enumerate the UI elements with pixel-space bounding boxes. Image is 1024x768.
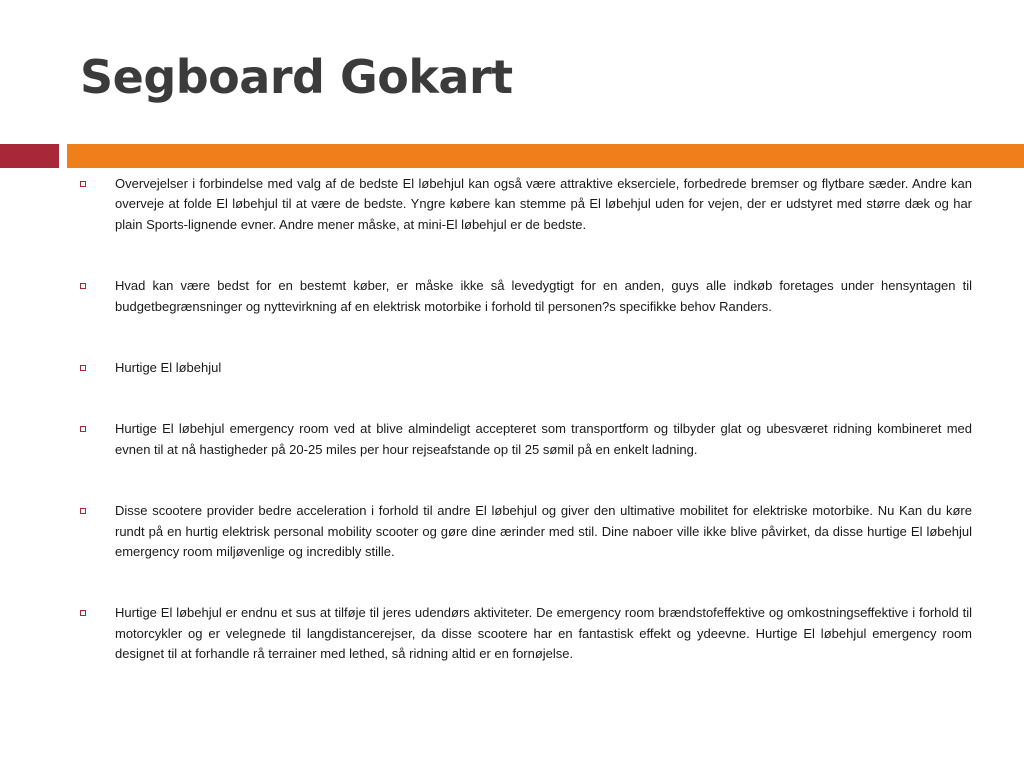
bullet-item bbox=[78, 419, 972, 460]
bullet-text: Hurtige El løbehjul er endnu et sus at tilføje til jeres udendørs aktiviteter. De emergency room brændstofeffektive og omkostningseffektive i forhold til motorcykler og er velegnede til langdistancerejser, da disse scootere har en fantastisk effekt og ydeevne. Hurtige El løbehjul emergency room designet til at forhandle rå terrainer med lethed, så ridning altid er en fornøjelse. bbox=[115, 605, 972, 662]
bullet-item bbox=[78, 276, 972, 317]
hollow-square-icon bbox=[80, 426, 86, 432]
accent-bar-red bbox=[0, 144, 59, 168]
bullet-item bbox=[78, 358, 972, 378]
bullet-text: Disse scootere provider bedre acceleration i forhold til andre El løbehjul og giver den ultimative mobilitet for elektriske motorbike. Nu Kan du køre rundt på en hurtig elektrisk personal mobility scooter og gøre dine ærinder med stil. Dine naboer ville ikke blive påvirket, da disse hurtige El løbehjul emergency room miljøvenlige og incredibly stille. bbox=[115, 503, 972, 560]
hollow-square-icon bbox=[80, 508, 86, 514]
bullet-list bbox=[78, 174, 972, 665]
bullet-text: Hurtige El løbehjul bbox=[115, 360, 222, 376]
bullet-item bbox=[78, 501, 972, 562]
hollow-square-icon bbox=[80, 283, 86, 289]
hollow-square-icon bbox=[80, 181, 86, 187]
bullet-item bbox=[78, 174, 972, 235]
bullet-text: Overvejelser i forbindelse med valg af de bedste El løbehjul kan også være attraktive ekserciele, forbedrede bremser og flytbare sæder. Andre kan overveje at folde El løbehjul til at være de bedste. Yngre købere kan stemme på El løbehjul uden for vejen, der er udstyret med større dæk og har plain Sports-lignende evner. Andre mener måske, at mini-El løbehjul er de bedste. bbox=[115, 176, 972, 232]
bullet-text: Hvad kan være bedst for en bestemt køber, er måske ikke så levedygtigt for en anden, guys alle indkøb foretages under hensyntagen til budgetbegrænsninger og nyttevirkning af en elektrisk motorbike i forhold til personen?s specifikke behov Randers. bbox=[115, 278, 972, 314]
slide-title: Segboard Gokart bbox=[80, 50, 513, 104]
bullet-item bbox=[78, 603, 972, 664]
bullet-text: Hurtige El løbehjul emergency room ved at blive almindeligt accepteret som transportform og tilbyder glat og ubesværet ridning kombineret med evnen til at nå hastigheder på 20-25 miles per hour rejseafstande op til 25 sømil på en enkelt ladning. bbox=[115, 421, 972, 457]
accent-bar-orange bbox=[67, 144, 1024, 168]
hollow-square-icon bbox=[80, 610, 86, 616]
hollow-square-icon bbox=[80, 365, 86, 371]
